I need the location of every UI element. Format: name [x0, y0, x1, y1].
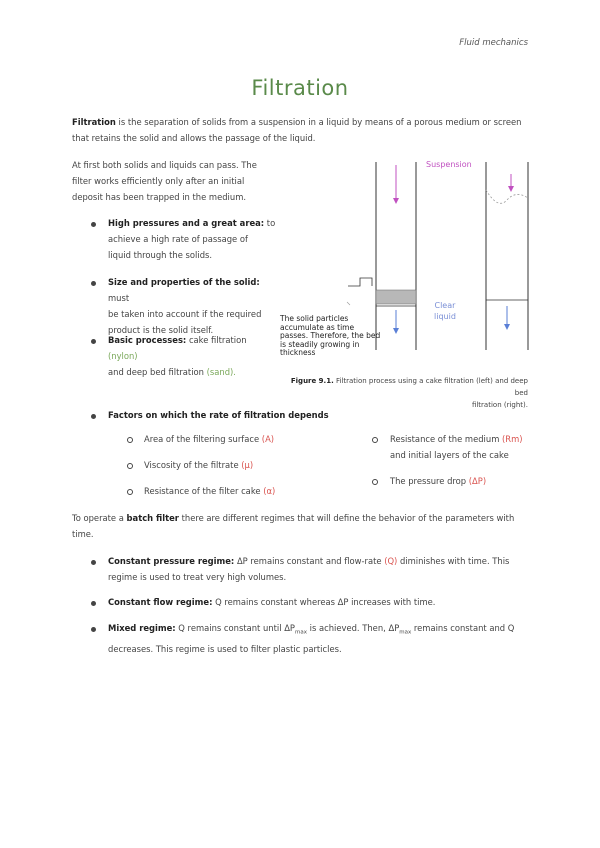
clear-liquid-label — [434, 300, 456, 322]
suspension-label: Suspension — [426, 160, 472, 169]
batch-text: time. — [72, 529, 94, 539]
intro-term: Filtration — [72, 117, 116, 127]
bullet-size-properties — [108, 274, 278, 338]
bullet-dot — [91, 414, 96, 419]
note-line: passes. Therefore, the bed — [280, 331, 381, 340]
note-line: The solid particles — [280, 314, 349, 323]
bullet-dot — [91, 281, 96, 286]
bullet-text: be taken into account if the required — [108, 309, 262, 319]
note-line: is steadily growing in — [280, 339, 360, 349]
intro-text-1: is the separation of solids from a suspension in a liquid by means of a porous medium or screen — [115, 117, 522, 127]
factor-symbol: (α) — [263, 486, 276, 496]
bullet-text: product is the solid itself. — [108, 325, 214, 335]
regime-text: ΔP remains constant and flow-rate — [234, 556, 385, 566]
note-line: thickness — [280, 348, 316, 357]
deepbed-suspension-arrowhead — [508, 186, 514, 192]
bullet-text: achieve a high rate of passage of — [108, 234, 248, 244]
para2-line-3: deposit has been trapped in the medium. — [72, 192, 247, 202]
bullet-text: liquid through the solids. — [108, 250, 213, 260]
deepbed-filtrate-arrowhead — [504, 324, 510, 330]
page-header: Fluid mechanics — [459, 38, 528, 48]
intro-paragraph — [72, 114, 542, 146]
bullet-dot — [91, 222, 96, 227]
batch-text: To operate a — [72, 513, 127, 523]
factor-cake-resistance — [144, 483, 275, 499]
factor-symbol: (A) — [261, 434, 275, 444]
nylon-label: (nylon) — [108, 351, 138, 361]
page-title: Filtration — [251, 76, 349, 100]
regime-text: is achieved. Then, ΔP — [306, 623, 400, 633]
intro-text-2: that retains the solid and allows the passage of the liquid. — [72, 133, 316, 143]
regime-text: remains constant and Q — [411, 623, 515, 633]
regime-text: Q remains constant whereas ΔP increases with time. — [212, 597, 436, 607]
regime-text: diminishes with time. This — [397, 556, 510, 566]
factor-text: Resistance of the medium — [390, 434, 503, 444]
filter-cake-layer — [376, 290, 416, 304]
flow-rate-symbol: (Q) — [384, 556, 398, 566]
bullet-label: High pressures and a great area: — [108, 218, 265, 228]
bullet-dot — [91, 601, 96, 606]
bullet-label: Basic processes: — [108, 335, 187, 345]
filtrate-arrowhead — [393, 328, 399, 334]
batch-text: there are different regimes that will define the behavior of the parameters with — [178, 513, 515, 523]
factor-text: Viscosity of the filtrate — [144, 460, 242, 470]
factor-area — [144, 431, 274, 447]
note-line: accumulate as time — [280, 322, 355, 332]
caption-text: Filtration process using a cake filtration (left) and deep bed — [333, 377, 528, 397]
regime-mixed — [108, 620, 538, 657]
sub-bullet — [127, 489, 133, 495]
factor-symbol: (Rm) — [502, 434, 523, 444]
cake-note — [280, 315, 380, 358]
bullet-high-pressures — [108, 215, 278, 263]
regime-constant-pressure — [108, 553, 538, 585]
regime-text: regime is used to treat very high volumes. — [108, 572, 287, 582]
regime-label: Constant pressure regime: — [108, 556, 235, 566]
bullet-label: Size and properties of the solid: — [108, 277, 260, 287]
suspension-arrowhead — [393, 198, 399, 204]
sub-bullet — [372, 437, 378, 443]
factors-heading: Factors on which the rate of filtration depends — [108, 410, 329, 420]
batch-term: batch filter — [126, 513, 179, 523]
bullet-text: to — [264, 218, 276, 228]
factor-symbol: (μ) — [241, 460, 254, 470]
subscript: max — [399, 629, 412, 636]
clear-label-line: Clear — [434, 301, 456, 310]
sub-bullet — [127, 437, 133, 443]
factor-symbol: (ΔP) — [468, 476, 487, 486]
regime-text: decreases. This regime is used to filter plastic particles. — [108, 643, 342, 654]
para2-line-1: At first both solids and liquids can pass. The — [72, 160, 257, 170]
bullet-text: must — [108, 293, 130, 303]
initial-deposit-paragraph — [72, 157, 272, 205]
bullet-text: cake filtration — [186, 335, 247, 345]
regime-text: Q remains constant until ΔP — [175, 623, 295, 633]
bullet-text: and deep bed filtration — [108, 367, 207, 377]
factor-text: Area of the filtering surface — [144, 434, 262, 444]
deepbed-wave — [486, 190, 528, 203]
clear-label-line: liquid — [434, 312, 456, 321]
factor-text: Resistance of the filter cake — [144, 486, 264, 496]
sub-bullet — [372, 479, 378, 485]
factor-text: and initial layers of the cake — [390, 450, 509, 460]
bullet-dot — [91, 560, 96, 565]
factor-viscosity — [144, 457, 253, 473]
tick-mark — [347, 302, 350, 305]
regime-label: Mixed regime: — [108, 623, 176, 633]
para2-line-2: filter works efficiently only after an initial — [72, 176, 245, 186]
factor-pressure-drop — [390, 473, 486, 489]
bullet-basic-processes — [108, 332, 278, 380]
bullet-dot — [91, 627, 96, 632]
regime-constant-flow — [108, 594, 538, 610]
sand-label: (sand). — [206, 367, 236, 377]
caption-label: Figure 9.1. — [290, 377, 334, 385]
figure-caption — [290, 375, 528, 411]
regime-label: Constant flow regime: — [108, 597, 213, 607]
sub-bullet — [127, 463, 133, 469]
factor-text: The pressure drop — [390, 476, 469, 486]
factor-medium-resistance — [390, 431, 540, 463]
cake-pointer — [348, 278, 372, 286]
caption-text: filtration (right). — [471, 401, 528, 409]
batch-paragraph — [72, 510, 542, 542]
subscript: max — [294, 629, 307, 636]
bullet-dot — [91, 339, 96, 344]
